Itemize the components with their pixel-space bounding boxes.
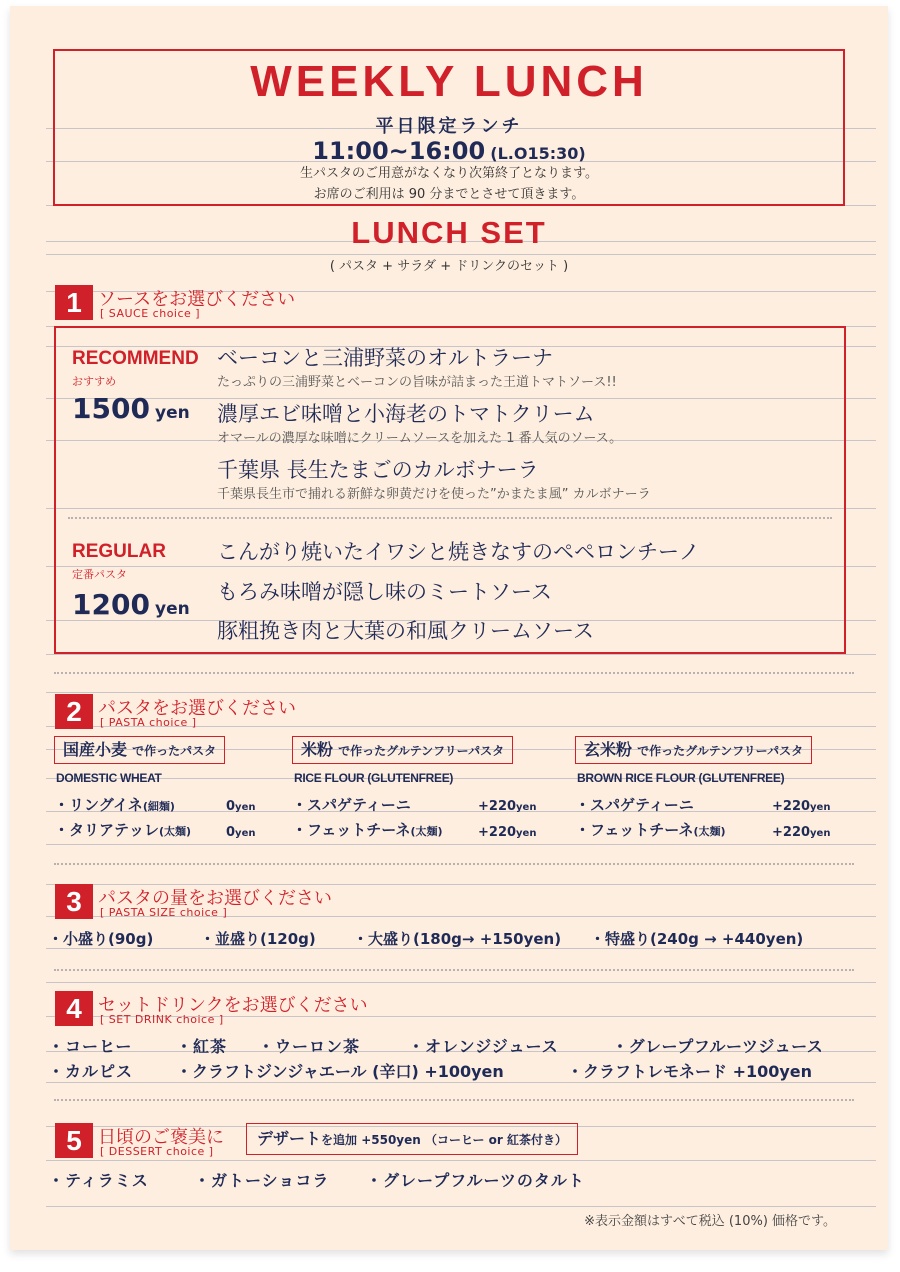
header-box xyxy=(53,49,845,206)
size-option-4: ・特盛り(240g → +440yen) xyxy=(590,930,804,948)
pasta-col-2-item-1 xyxy=(292,794,411,815)
section-5-number: 5 xyxy=(55,1123,93,1158)
pasta-col-2-item-2-price xyxy=(478,821,536,840)
drink-option-ginger: ・クラフトジンジャエール (辛口) +100yen xyxy=(176,1062,504,1081)
pasta-col-1-header xyxy=(54,736,225,764)
section-5-title: 日頃のご褒美に xyxy=(98,1127,224,1148)
sauce-divider xyxy=(68,517,832,519)
pasta-col-1-head-main: 国産小麦 xyxy=(63,740,128,759)
regular-price xyxy=(72,588,190,621)
dessert-addon-main: デザート xyxy=(257,1129,322,1148)
pasta-col-2-item-1-price-value: +220 xyxy=(478,799,517,814)
pasta-col-2-head-main: 米粉 xyxy=(301,740,334,759)
pasta-col-3-item-1-price-value: +220 xyxy=(772,799,811,814)
pasta-col-1-item-2-price-value: 0 xyxy=(226,825,236,840)
size-option-1: ・小盛り(90g) xyxy=(48,930,154,948)
dessert-addon-rest: を追加 +550yen （コーヒー or 紅茶付き） xyxy=(321,1133,568,1147)
dessert-option-tart: ・グレープフルーツのタルト xyxy=(366,1171,585,1190)
section-4-number: 4 xyxy=(55,991,93,1026)
pasta-col-2-item-1-name: ・スパゲティーニ xyxy=(292,796,411,814)
recommend-price-value: 1500 xyxy=(72,392,150,425)
menu-sheet xyxy=(10,6,888,1250)
drink-option-grapefruit: ・グレープフルーツジュース xyxy=(612,1037,824,1056)
pasta-col-2-item-2-size: (太麺) xyxy=(410,825,443,838)
recommend-item-2: 濃厚エビ味噌と小海老のトマトクリーム xyxy=(217,402,595,426)
pasta-col-3-item-2-name: ・フェットチーネ xyxy=(575,821,694,839)
pasta-col-3-en: BROWN RICE FLOUR (GLUTENFREE) xyxy=(577,771,785,785)
pasta-col-1-head-rest: で作ったパスタ xyxy=(132,744,217,758)
pasta-col-1-en: DOMESTIC WHEAT xyxy=(56,771,162,785)
drink-option-coffee: ・コーヒー xyxy=(48,1037,133,1056)
lunch-set-subtitle: ( パスタ + サラダ + ドリンクのセット ) xyxy=(329,259,569,274)
section-1-title: ソースをお選びください xyxy=(98,289,296,310)
section-4-title: セットドリンクをお選びください xyxy=(98,995,368,1016)
pasta-col-1-item-1-size: (細麺) xyxy=(142,800,175,813)
regular-label-jp: 定番パスタ xyxy=(72,568,127,581)
drink-option-oolong: ・ウーロン茶 xyxy=(258,1037,361,1056)
pasta-col-2-item-2-name: ・フェットチーネ xyxy=(292,821,411,839)
drink-option-lemonade: ・クラフトレモネード +100yen xyxy=(567,1062,813,1081)
recommend-item-3: 千葉県 長生たまごのカルボナーラ xyxy=(217,458,539,482)
pasta-col-3-header xyxy=(575,736,812,764)
regular-price-unit: yen xyxy=(155,599,190,619)
dessert-option-chocolat: ・ガトーショコラ xyxy=(194,1171,330,1190)
section-2-title: パスタをお選びください xyxy=(98,698,296,719)
pasta-col-3-head-main: 玄米粉 xyxy=(584,740,633,759)
section-2-subtitle: [ PASTA choice ] xyxy=(100,716,197,729)
page-subtitle: 平日限定ランチ xyxy=(375,116,523,137)
section-3-subtitle: [ PASTA SIZE choice ] xyxy=(100,906,228,919)
dessert-option-tiramisu: ・ティラミス xyxy=(48,1171,149,1190)
pasta-col-1-item-2 xyxy=(54,819,191,840)
section-3-number: 3 xyxy=(55,884,93,919)
pasta-col-3-item-1-price xyxy=(772,795,830,814)
header-note-2: お席のご利用は 90 分までとさせて頂きます。 xyxy=(313,187,585,202)
section-5-subtitle: [ DESSERT choice ] xyxy=(100,1145,214,1158)
pasta-col-1-item-1-name: ・リングイネ xyxy=(54,796,143,814)
dessert-addon-box xyxy=(246,1123,578,1155)
pasta-col-2-item-1-price-unit: yen xyxy=(516,802,537,813)
recommend-price-unit: yen xyxy=(155,403,190,423)
pasta-col-1-item-1 xyxy=(54,794,175,815)
regular-price-value: 1200 xyxy=(72,588,150,621)
regular-item-1: こんがり焼いたイワシと焼きなすのペペロンチーノ xyxy=(217,540,700,564)
pasta-col-3-item-1-name: ・スパゲティーニ xyxy=(575,796,694,814)
pasta-col-2-item-2 xyxy=(292,819,443,840)
regular-item-2: もろみ味噌が隠し味のミートソース xyxy=(217,580,552,604)
size-option-2: ・並盛り(120g) xyxy=(200,930,316,948)
header-note-1: 生パスタのご用意がなくなり次第終了となります。 xyxy=(300,166,598,181)
regular-item-3: 豚粗挽き肉と大葉の和風クリームソース xyxy=(217,619,594,643)
section-1-number: 1 xyxy=(55,285,93,320)
section-4-subtitle: [ SET DRINK choice ] xyxy=(100,1013,224,1026)
section-3-title: パスタの量をお選びください xyxy=(98,888,332,909)
recommend-item-1-desc: たっぷりの三浦野菜とベーコンの旨味が詰まった王道トマトソース!! xyxy=(217,375,617,390)
hours-text: 11:00~16:00 xyxy=(312,137,486,165)
recommend-item-1: ベーコンと三浦野菜のオルトラーナ xyxy=(217,346,553,370)
drink-option-calpis: ・カルピス xyxy=(48,1062,134,1081)
pasta-col-3-item-2-price-unit: yen xyxy=(810,828,831,839)
footer-note: ※表示金額はすべて税込 (10%) 価格です。 xyxy=(584,1214,836,1229)
pasta-col-2-item-2-price-value: +220 xyxy=(478,825,517,840)
regular-label: REGULAR xyxy=(72,541,166,562)
pasta-col-1-item-2-size: (太麺) xyxy=(159,825,192,838)
pasta-col-1-item-2-price-unit: yen xyxy=(235,828,256,839)
pasta-col-3-item-2-price-value: +220 xyxy=(772,825,811,840)
pasta-col-1-item-2-name: ・タリアテッレ xyxy=(54,821,160,839)
section-2-number: 2 xyxy=(55,694,93,729)
recommend-item-2-desc: オマールの濃厚な味噌にクリームソースを加えた 1 番人気のソース。 xyxy=(217,431,623,446)
section-1-subtitle: [ SAUCE choice ] xyxy=(100,307,201,320)
pasta-col-1-item-2-price xyxy=(226,821,255,840)
recommend-label: RECOMMEND xyxy=(72,348,199,369)
size-option-3: ・大盛り(180g→ +150yen) xyxy=(353,930,562,948)
pasta-col-3-head-rest: で作ったグルテンフリーパスタ xyxy=(637,744,804,758)
recommend-price xyxy=(72,392,190,425)
pasta-col-1-item-1-price-unit: yen xyxy=(235,802,256,813)
drink-option-tea: ・紅茶 xyxy=(176,1037,228,1056)
recommend-item-3-desc: 千葉県長生市で捕れる新鮮な卵黄だけを使った”かまたま風” カルボナーラ xyxy=(217,487,651,502)
pasta-col-2-en: RICE FLOUR (GLUTENFREE) xyxy=(294,771,454,785)
pasta-col-2-head-rest: で作ったグルテンフリーパスタ xyxy=(338,744,505,758)
pasta-col-3-item-2 xyxy=(575,819,726,840)
pasta-col-1-item-1-price-value: 0 xyxy=(226,799,236,814)
lunch-set-title: LUNCH SET xyxy=(351,215,547,250)
last-order: (L.O15:30) xyxy=(490,144,586,163)
recommend-label-jp: おすすめ xyxy=(72,375,117,388)
sauce-box xyxy=(54,326,846,654)
page-title: WEEKLY LUNCH xyxy=(250,57,648,106)
pasta-col-1-item-1-price xyxy=(226,795,255,814)
pasta-col-3-item-2-price xyxy=(772,821,830,840)
drink-option-orange: ・オレンジジュース xyxy=(408,1037,559,1056)
pasta-col-3-item-1 xyxy=(575,794,694,815)
hours xyxy=(55,137,843,165)
pasta-col-3-item-2-size: (太麺) xyxy=(693,825,726,838)
pasta-col-2-item-2-price-unit: yen xyxy=(516,828,537,839)
pasta-col-2-item-1-price xyxy=(478,795,536,814)
pasta-col-3-item-1-price-unit: yen xyxy=(810,802,831,813)
pasta-col-2-header xyxy=(292,736,513,764)
